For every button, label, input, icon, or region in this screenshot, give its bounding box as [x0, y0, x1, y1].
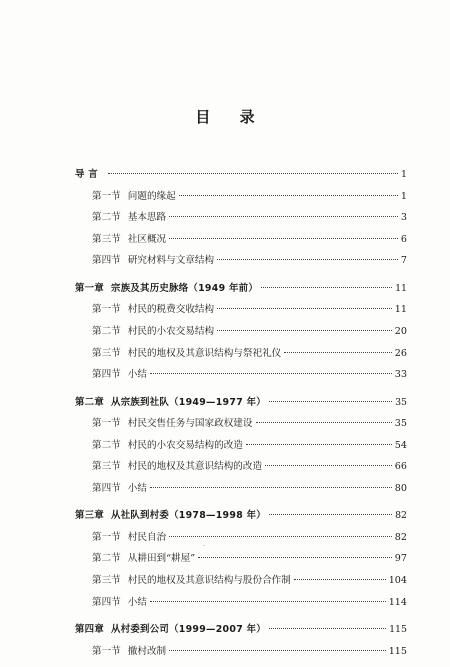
entry-label — [92, 321, 214, 343]
section-number: 第三节 — [92, 575, 121, 587]
toc-section-entry — [75, 478, 407, 500]
entry-title: 小结 — [127, 482, 147, 494]
toc-chapter-entry — [75, 505, 407, 527]
toc-chapter-entry — [75, 164, 407, 186]
entry-label — [92, 592, 147, 614]
dot-leader — [169, 650, 386, 651]
toc-section-entry — [75, 527, 407, 549]
dot-leader — [108, 173, 398, 174]
entry-title: 社区概况 — [127, 233, 167, 245]
entry-label — [92, 548, 195, 570]
toc-chapter-entry — [75, 278, 407, 300]
dot-leader — [217, 330, 392, 331]
entry-label — [92, 570, 291, 592]
dot-leader — [169, 238, 398, 239]
page-number: 82 — [395, 510, 407, 522]
entry-title: 从村委到公司（1999—2007 年） — [111, 624, 266, 636]
toc-section-entry — [75, 364, 407, 386]
page-number: 1 — [401, 169, 407, 180]
page-number: 11 — [395, 282, 407, 294]
entry-label — [75, 505, 266, 527]
toc-chapter-entry — [75, 619, 407, 641]
dot-leader — [169, 536, 392, 537]
toc-section-entry — [75, 343, 407, 365]
entry-title: 村民的地权及其意识结构与祭祀礼仪 — [127, 347, 282, 359]
page-number: 82 — [394, 531, 407, 543]
page-number: 7 — [400, 255, 407, 267]
section-number: 第三节 — [92, 347, 121, 359]
section-number: 导 言 — [75, 169, 98, 180]
entry-title: 小结 — [127, 596, 147, 608]
entry-label — [92, 478, 147, 500]
section-number: 第二节 — [92, 439, 121, 451]
entry-label — [75, 164, 105, 186]
section-number: 第一节 — [92, 304, 121, 316]
entry-label — [92, 641, 166, 663]
dot-leader — [217, 259, 398, 260]
entry-title: 村民交售任务与国家政权建设 — [127, 418, 253, 430]
page-number: 54 — [394, 439, 407, 451]
section-number: 第三章 — [75, 510, 105, 522]
dot-leader — [198, 557, 392, 558]
toc-section-entry — [75, 250, 407, 272]
page-number: 26 — [394, 347, 407, 359]
entry-title: 村民自治 — [127, 531, 167, 543]
toc-section-entry — [75, 570, 407, 592]
section-number: 第四章 — [75, 624, 105, 636]
entry-label — [92, 299, 214, 321]
toc-section-entry — [75, 592, 407, 614]
toc-section-entry — [75, 229, 407, 251]
toc-section-entry — [75, 548, 407, 570]
section-number: 第二章 — [75, 396, 105, 408]
page-number: 35 — [395, 396, 407, 408]
page-number: 11 — [394, 304, 407, 316]
entry-title: 研究材料与文章结构 — [127, 255, 215, 267]
entry-label — [92, 250, 214, 272]
toc-section-entry — [75, 413, 407, 435]
entry-label — [92, 186, 176, 208]
entry-title: 村民的地权及其意识结构的改造 — [127, 461, 263, 473]
dot-leader — [246, 444, 392, 445]
dot-leader — [269, 514, 392, 515]
entry-title: 村民的小农交易结构 — [127, 325, 215, 337]
entry-label — [92, 456, 262, 478]
toc-section-entry — [75, 641, 407, 663]
page-number: 97 — [394, 553, 407, 565]
page-number: 114 — [388, 596, 407, 608]
entry-label — [75, 392, 266, 414]
entry-label — [75, 278, 258, 300]
entry-label — [92, 527, 166, 549]
page-number: 20 — [394, 325, 407, 337]
section-number: 第二节 — [92, 553, 121, 565]
entry-title: 村民的地权及其意识结构与股份合作制 — [127, 575, 291, 587]
dot-leader — [294, 579, 386, 580]
page-number: 115 — [389, 624, 407, 636]
page-number: 1 — [400, 190, 407, 202]
table-of-contents — [75, 164, 407, 662]
dot-leader — [150, 601, 386, 602]
entry-title: 从宗族到社队（1949—1977 年） — [111, 396, 266, 408]
entry-title: 撤村改制 — [127, 645, 167, 657]
page-number: 6 — [400, 233, 407, 245]
section-number: 第一章 — [75, 282, 105, 294]
page-title: 目 录 — [195, 108, 267, 126]
page-number: 66 — [394, 461, 407, 473]
section-number: 第四节 — [92, 255, 121, 267]
page-number: 35 — [394, 418, 407, 430]
entry-label — [92, 207, 166, 229]
section-number: 第四节 — [92, 482, 121, 494]
dot-leader — [269, 628, 386, 629]
dot-leader — [256, 422, 392, 423]
entry-label — [75, 619, 266, 641]
page-number: 80 — [394, 482, 407, 494]
page-number: 3 — [400, 212, 407, 224]
section-number: 第四节 — [92, 596, 121, 608]
entry-label — [92, 343, 281, 365]
dot-leader — [150, 487, 392, 488]
dot-leader — [269, 401, 392, 402]
page-number: 115 — [388, 645, 407, 657]
entry-title: 村民的小农交易结构的改造 — [127, 439, 243, 451]
page-number: 33 — [394, 369, 407, 381]
dot-leader — [179, 195, 398, 196]
entry-title: 村民的税费交收结构 — [127, 304, 215, 316]
dot-leader — [261, 287, 392, 288]
toc-section-entry — [75, 321, 407, 343]
entry-label — [92, 364, 147, 386]
entry-label — [92, 229, 166, 251]
section-number: 第二节 — [92, 325, 121, 337]
dot-leader — [265, 465, 392, 466]
dot-leader — [284, 352, 392, 353]
section-number: 第三节 — [92, 233, 121, 245]
entry-label — [92, 413, 253, 435]
section-number: 第二节 — [92, 212, 121, 224]
toc-section-entry — [75, 456, 407, 478]
toc-chapter-entry — [75, 392, 407, 414]
dot-leader — [217, 308, 392, 309]
section-number: 第一节 — [92, 418, 121, 430]
scan-speck: · — [203, 543, 205, 550]
toc-section-entry — [75, 186, 407, 208]
toc-section-entry — [75, 299, 407, 321]
section-number: 第一节 — [92, 531, 121, 543]
entry-title: 小结 — [127, 369, 147, 381]
toc-section-entry — [75, 435, 407, 457]
section-number: 第一节 — [92, 190, 121, 202]
entry-title: 问题的缘起 — [127, 190, 176, 202]
entry-title: 基本思路 — [127, 212, 167, 224]
entry-title: 宗族及其历史脉络（1949 年前） — [111, 282, 258, 294]
section-number: 第三节 — [92, 461, 121, 473]
section-number: 第一节 — [92, 645, 121, 657]
toc-section-entry — [75, 207, 407, 229]
dot-leader — [169, 216, 398, 217]
entry-title: 从耕田到“耕屋” — [127, 553, 196, 565]
section-number: 第四节 — [92, 369, 121, 381]
entry-label — [92, 435, 243, 457]
dot-leader — [150, 373, 392, 374]
page-number: 104 — [388, 575, 407, 587]
entry-title: 从社队到村委（1978—1998 年） — [111, 510, 266, 522]
